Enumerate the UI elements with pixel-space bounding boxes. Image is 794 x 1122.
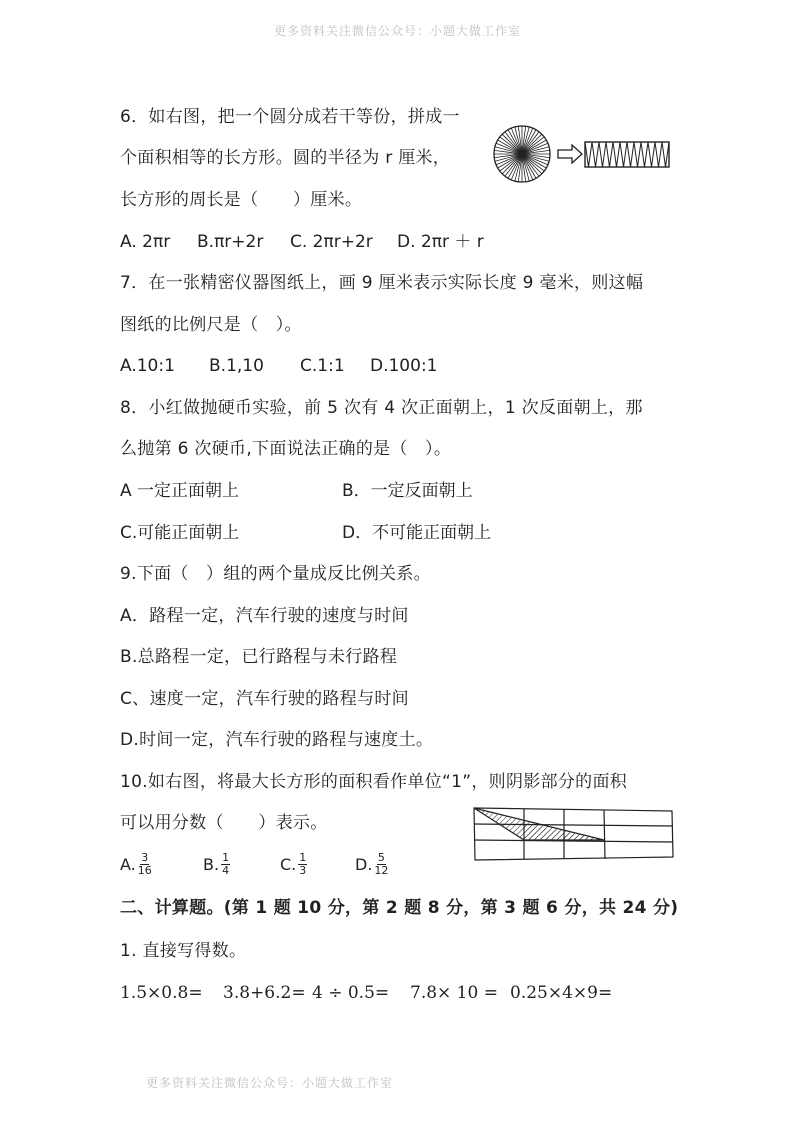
q10-option-d-label: D. (355, 854, 373, 874)
denominator: 4 (222, 864, 230, 877)
q10-option-a (120, 852, 152, 877)
q9-option-b: B.总路程一定，已行路程与未行路程 (120, 647, 398, 667)
q8-line-1: 8．小红做抛硬币实验，前 5 次有 4 次正面朝上，1 次反面朝上，那 (120, 398, 643, 418)
q8-option-d: D．不可能正面朝上 (342, 523, 492, 543)
q6-line-3: 长方形的周长是（ ）厘米。 (120, 190, 363, 210)
q7-option-c: C.1:1 (300, 356, 345, 376)
q9-option-a: A．路程一定，汽车行驶的速度与时间 (120, 606, 409, 626)
numerator: 3 (141, 851, 149, 864)
q9-option-d: D.时间一定，汽车行驶的路程与速度土。 (120, 730, 434, 750)
denominator: 16 (137, 864, 152, 877)
calc-item-4: 7.8× 10 = (410, 983, 498, 1003)
arrow-icon (558, 145, 582, 163)
q6-line-1: 6．如右图，把一个圆分成若干等份，拼成一 (120, 107, 460, 127)
q8-option-a: A 一定正面朝上 (120, 481, 240, 501)
q10-option-c-label: C. (280, 854, 297, 874)
q7-line-1: 7．在一张精密仪器图纸上，画 9 厘米表示实际长度 9 毫米，则这幅 (120, 273, 644, 293)
zigzag-rectangle (585, 142, 669, 167)
q6-option-d: D. 2πr ＋ r (397, 232, 484, 252)
fraction (374, 852, 388, 877)
calc-item-5: 0.25×4×9= (510, 983, 613, 1003)
q10-option-b (203, 852, 230, 877)
numerator: 1 (299, 851, 307, 864)
circle-to-rectangle-figure (492, 118, 674, 190)
q6-option-b: B.πr+2r (197, 232, 264, 252)
q7-option-b: B.1,10 (209, 356, 264, 376)
numerator: 5 (377, 851, 385, 864)
denominator: 3 (299, 864, 307, 877)
q10-option-b-label: B. (203, 854, 220, 874)
q7-line-2: 图纸的比例尺是（ ）。 (120, 315, 302, 335)
q10-line-2: 可以用分数（ ）表示。 (120, 813, 328, 833)
shaded-grid-figure (468, 804, 678, 864)
calc-item-1: 1.5×0.8= (120, 983, 203, 1003)
q8-option-c: C.可能正面朝上 (120, 523, 240, 543)
q8-line-2: 么抛第 6 次硬币,下面说法正确的是（ ）。 (120, 439, 452, 459)
q9-line-1: 9.下面（ ）组的两个量成反比例关系。 (120, 564, 431, 584)
calc-item-3: 4 ÷ 0.5= (312, 983, 390, 1003)
q6-option-a: A. 2πr (120, 232, 171, 252)
watermark-bottom: 更多资料关注微信公众号：小题大做工作室 (146, 1076, 394, 1090)
q9-option-c: C、速度一定，汽车行驶的路程与时间 (120, 689, 409, 709)
calc-item-2: 3.8+6.2= (223, 983, 306, 1003)
numerator: 1 (222, 851, 230, 864)
section-2-title: 二、计算题。(第 1 题 10 分，第 2 题 8 分，第 3 题 6 分，共 24 分) (120, 898, 679, 918)
section-2-sub-1: 1. 直接写得数。 (120, 941, 247, 961)
q6-option-c: C. 2πr+2r (290, 232, 373, 252)
q7-option-a: A.10:1 (120, 356, 175, 376)
fraction (138, 852, 152, 877)
fraction (298, 852, 307, 877)
q10-option-d (355, 852, 388, 877)
q10-line-1: 10.如右图，将最大长方形的面积看作单位“1”，则阴影部分的面积 (120, 772, 628, 792)
q8-option-b: B．一定反面朝上 (342, 481, 473, 501)
q7-option-d: D.100:1 (370, 356, 438, 376)
q10-option-a-label: A. (120, 854, 136, 874)
sector-circle (494, 126, 550, 182)
denominator: 12 (374, 864, 389, 877)
q6-line-2: 个面积相等的长方形。圆的半径为 r 厘米， (120, 148, 451, 168)
q10-option-c (280, 852, 307, 877)
fraction (221, 852, 230, 877)
watermark-top: 更多资料关注微信公众号：小题大做工作室 (274, 24, 522, 38)
